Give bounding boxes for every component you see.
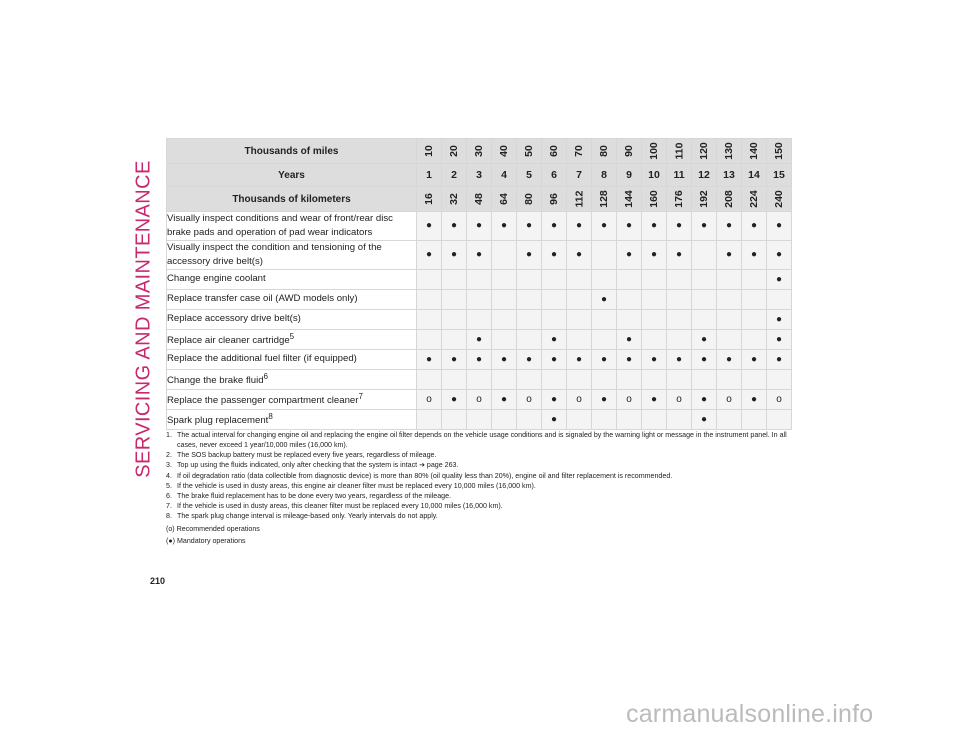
schedule-mark: ● (592, 212, 617, 241)
schedule-mark: o (517, 389, 542, 409)
schedule-mark: ● (642, 389, 667, 409)
schedule-mark: ● (592, 389, 617, 409)
footnote: 4. If oil degradation ratio (data collectible from diagnostic device) is more than 80% (oil quality less than 20%), engine oil and filter replacement is recommended. (166, 472, 673, 480)
schedule-mark (492, 309, 517, 329)
schedule-mark: ● (542, 240, 567, 269)
header-value: 4 (492, 164, 517, 187)
schedule-mark: ● (742, 240, 767, 269)
schedule-mark: ● (617, 349, 642, 369)
schedule-mark (517, 269, 542, 289)
header-value: 7 (567, 164, 592, 187)
header-value: 13 (717, 164, 742, 187)
schedule-mark: ● (767, 212, 792, 241)
header-value: 3 (467, 164, 492, 187)
table-row (167, 329, 792, 349)
schedule-mark: ● (692, 349, 717, 369)
schedule-mark (467, 369, 492, 389)
schedule-mark (717, 269, 742, 289)
schedule-mark: ● (492, 349, 517, 369)
schedule-mark: ● (467, 349, 492, 369)
schedule-mark (417, 309, 442, 329)
schedule-mark: ● (717, 240, 742, 269)
table-row (167, 369, 792, 389)
schedule-mark (742, 269, 767, 289)
operation-cell: Replace the passenger compartment cleaner$^7$ (167, 389, 417, 409)
schedule-mark (417, 269, 442, 289)
operation-cell: Replace transfer case oil (AWD models only) (167, 289, 417, 309)
operation-cell: Replace the additional fuel filter (if equipped) (167, 349, 417, 369)
schedule-mark (442, 369, 467, 389)
header-value: 40 (492, 139, 517, 164)
header-value: 20 (442, 139, 467, 164)
schedule-mark (592, 409, 617, 429)
schedule-mark: ● (417, 240, 442, 269)
schedule-mark (642, 409, 667, 429)
schedule-mark (692, 269, 717, 289)
page-ref-arrow-icon: ➔ (417, 462, 427, 469)
table-row (167, 212, 792, 241)
table-row (167, 269, 792, 289)
schedule-mark: ● (567, 349, 592, 369)
schedule-mark: ● (742, 349, 767, 369)
section-title: SERVICING AND MAINTENANCE (132, 159, 155, 478)
schedule-mark (492, 329, 517, 349)
schedule-mark: ● (467, 212, 492, 241)
header-value: 110 (667, 139, 692, 164)
header-value: 70 (567, 139, 592, 164)
header-value: 8 (592, 164, 617, 187)
schedule-mark (592, 309, 617, 329)
schedule-mark (692, 289, 717, 309)
schedule-mark: ● (617, 240, 642, 269)
schedule-mark (567, 329, 592, 349)
schedule-mark (667, 269, 692, 289)
schedule-mark: ● (767, 309, 792, 329)
header-value: 48 (467, 187, 492, 212)
schedule-mark (717, 309, 742, 329)
header-value: 80 (592, 139, 617, 164)
header-value: 2 (442, 164, 467, 187)
schedule-mark: ● (742, 212, 767, 241)
legend-mandatory: (●) Mandatory operations (166, 537, 246, 545)
schedule-mark: ● (767, 269, 792, 289)
schedule-mark: ● (767, 240, 792, 269)
schedule-mark: ● (542, 329, 567, 349)
schedule-mark: ● (542, 409, 567, 429)
schedule-mark: ● (742, 389, 767, 409)
header-value: 100 (642, 139, 667, 164)
schedule-mark (517, 309, 542, 329)
schedule-mark (717, 409, 742, 429)
schedule-mark (592, 369, 617, 389)
schedule-mark (492, 369, 517, 389)
schedule-mark: o (417, 389, 442, 409)
schedule-mark: ● (617, 212, 642, 241)
header-value: 150 (767, 139, 792, 164)
schedule-mark (492, 269, 517, 289)
header-value: 5 (517, 164, 542, 187)
schedule-mark (492, 240, 517, 269)
header-value: 144 (617, 187, 642, 212)
schedule-mark: ● (767, 349, 792, 369)
schedule-mark: ● (542, 212, 567, 241)
schedule-mark (592, 240, 617, 269)
header-value: 208 (717, 187, 742, 212)
header-value: 60 (542, 139, 567, 164)
header-value: 176 (667, 187, 692, 212)
schedule-mark (442, 289, 467, 309)
schedule-mark: ● (667, 240, 692, 269)
schedule-mark: ● (442, 349, 467, 369)
schedule-mark (467, 269, 492, 289)
footnote-ref: 7 (358, 391, 363, 401)
schedule-mark (442, 309, 467, 329)
schedule-mark: o (567, 389, 592, 409)
schedule-mark (592, 329, 617, 349)
header-value: 6 (542, 164, 567, 187)
schedule-mark (417, 409, 442, 429)
schedule-mark (742, 309, 767, 329)
header-value: 96 (542, 187, 567, 212)
schedule-mark (542, 369, 567, 389)
schedule-mark: ● (642, 212, 667, 241)
operation-cell: Visually inspect conditions and wear of front/rear disc brake pads and operation of pad wear indicators (167, 212, 417, 241)
schedule-mark (717, 369, 742, 389)
operation-cell: Visually inspect the condition and tensioning of the accessory drive belt(s) (167, 240, 417, 269)
table-row (167, 289, 792, 309)
schedule-mark (742, 329, 767, 349)
header-label: Years (167, 164, 417, 187)
header-value: 1 (417, 164, 442, 187)
header-value: 160 (642, 187, 667, 212)
header-label: Thousands of kilometers (167, 187, 417, 212)
schedule-mark: o (717, 389, 742, 409)
header-value: 112 (567, 187, 592, 212)
table-row (167, 389, 792, 409)
table-row (167, 349, 792, 369)
header-value: 10 (642, 164, 667, 187)
schedule-mark: ● (442, 240, 467, 269)
operation-cell: Change the brake fluid$^6$ (167, 369, 417, 389)
schedule-mark (767, 289, 792, 309)
schedule-mark (617, 369, 642, 389)
schedule-mark (667, 369, 692, 389)
schedule-mark: ● (517, 240, 542, 269)
schedule-mark: ● (492, 389, 517, 409)
schedule-mark (667, 329, 692, 349)
schedule-mark: o (667, 389, 692, 409)
schedule-mark (442, 329, 467, 349)
schedule-mark: ● (517, 212, 542, 241)
schedule-mark (542, 309, 567, 329)
schedule-mark (717, 329, 742, 349)
header-value: 120 (692, 139, 717, 164)
schedule-mark: o (767, 389, 792, 409)
schedule-mark (517, 369, 542, 389)
schedule-mark: ● (642, 349, 667, 369)
schedule-mark (667, 289, 692, 309)
schedule-mark (617, 409, 642, 429)
table-row (167, 240, 792, 269)
header-value: 64 (492, 187, 517, 212)
table-row (167, 409, 792, 429)
schedule-mark: ● (667, 349, 692, 369)
legend-recommended: (o) Recommended operations (166, 525, 260, 533)
schedule-mark (642, 289, 667, 309)
schedule-mark: ● (567, 240, 592, 269)
schedule-mark: o (617, 389, 642, 409)
schedule-mark: ● (692, 329, 717, 349)
schedule-mark (642, 369, 667, 389)
schedule-mark (667, 409, 692, 429)
schedule-mark: ● (617, 329, 642, 349)
schedule-mark: ● (692, 212, 717, 241)
schedule-mark (692, 309, 717, 329)
schedule-mark (567, 289, 592, 309)
schedule-mark (492, 409, 517, 429)
schedule-mark (592, 269, 617, 289)
schedule-mark (492, 289, 517, 309)
schedule-mark (567, 269, 592, 289)
schedule-mark: ● (692, 389, 717, 409)
watermark: carmanualsonline.info (626, 700, 874, 728)
operation-cell: Replace air cleaner cartridge$^5$ (167, 329, 417, 349)
header-value: 240 (767, 187, 792, 212)
schedule-mark (692, 240, 717, 269)
header-label: Thousands of miles (167, 139, 417, 164)
schedule-mark: ● (417, 349, 442, 369)
schedule-mark: ● (442, 212, 467, 241)
schedule-mark (692, 369, 717, 389)
footnotes (166, 430, 796, 547)
schedule-mark: ● (642, 240, 667, 269)
schedule-mark (542, 269, 567, 289)
schedule-mark (467, 289, 492, 309)
footnote: 8. The spark plug change interval is mileage-based only. Yearly intervals do not apply. (166, 512, 438, 520)
header-value: 15 (767, 164, 792, 187)
header-value: 16 (417, 187, 442, 212)
schedule-mark (642, 329, 667, 349)
header-row (167, 139, 792, 164)
header-value: 50 (517, 139, 542, 164)
footnote-ref: 8 (268, 411, 273, 421)
schedule-mark: ● (442, 389, 467, 409)
schedule-mark (417, 289, 442, 309)
schedule-mark (442, 409, 467, 429)
schedule-mark (517, 289, 542, 309)
header-value: 80 (517, 187, 542, 212)
schedule-mark: ● (667, 212, 692, 241)
maintenance-schedule-table (166, 138, 792, 430)
footnote: 6. The brake fluid replacement has to be done every two years, regardless of the mileage. (166, 492, 452, 500)
header-value: 30 (467, 139, 492, 164)
schedule-mark (642, 269, 667, 289)
header-value: 128 (592, 187, 617, 212)
schedule-mark: ● (717, 349, 742, 369)
schedule-mark (642, 309, 667, 329)
footnote: 1. The actual interval for changing engine oil and replacing the engine oil filter depends on the vehicle usage conditions and is signaled by the warning light or message in the instrument panel. In all cases, never exceed 1 year/10,000 miles (16,000 km). (166, 431, 787, 449)
header-value: 10 (417, 139, 442, 164)
header-row (167, 164, 792, 187)
header-value: 32 (442, 187, 467, 212)
header-value: 130 (717, 139, 742, 164)
header-value: 9 (617, 164, 642, 187)
schedule-mark: ● (592, 349, 617, 369)
schedule-mark: ● (592, 289, 617, 309)
operation-cell: Spark plug replacement$^8$ (167, 409, 417, 429)
schedule-mark: ● (492, 212, 517, 241)
footnote: 2. The SOS backup battery must be replaced every five years, regardless of mileage. (166, 451, 437, 459)
schedule-mark (517, 409, 542, 429)
footnote-ref: 5 (289, 331, 295, 341)
schedule-mark (667, 309, 692, 329)
schedule-mark (742, 409, 767, 429)
schedule-mark (567, 409, 592, 429)
schedule-mark: ● (517, 349, 542, 369)
schedule-mark: ● (692, 409, 717, 429)
header-value: 90 (617, 139, 642, 164)
header-value: 12 (692, 164, 717, 187)
table-row (167, 309, 792, 329)
schedule-mark: ● (467, 329, 492, 349)
schedule-mark: ● (542, 389, 567, 409)
footnote: 7. If the vehicle is used in dusty areas, this cleaner filter must be replaced every 10,000 miles (16,000 km). (166, 502, 503, 510)
schedule-mark (467, 309, 492, 329)
header-value: 224 (742, 187, 767, 212)
page-number: 210 (150, 576, 166, 586)
footnote: 5. If the vehicle is used in dusty areas, this engine air cleaner filter must be replaced every 10,000 miles (16,000 km). (166, 482, 536, 490)
schedule-mark (767, 369, 792, 389)
operation-cell: Replace accessory drive belt(s) (167, 309, 417, 329)
schedule-mark (417, 369, 442, 389)
schedule-mark (742, 369, 767, 389)
page-ref-link[interactable]: page 263. (426, 461, 459, 469)
legend (166, 523, 796, 547)
schedule-mark: ● (717, 212, 742, 241)
operation-cell: Change engine coolant (167, 269, 417, 289)
header-value: 140 (742, 139, 767, 164)
schedule-mark (617, 269, 642, 289)
schedule-mark (742, 289, 767, 309)
header-value: 192 (692, 187, 717, 212)
schedule-mark (567, 369, 592, 389)
schedule-mark (617, 309, 642, 329)
schedule-mark: ● (567, 212, 592, 241)
schedule-mark: o (467, 389, 492, 409)
schedule-mark (767, 409, 792, 429)
footnote: 3. Top up using the fluids indicated, only after checking that the system is intact ➔ page 263. (166, 461, 459, 469)
schedule-mark (417, 329, 442, 349)
schedule-mark (567, 309, 592, 329)
schedule-mark (617, 289, 642, 309)
header-row (167, 187, 792, 212)
schedule-mark: ● (417, 212, 442, 241)
schedule-mark (542, 289, 567, 309)
schedule-mark: ● (467, 240, 492, 269)
header-value: 14 (742, 164, 767, 187)
schedule-mark (717, 289, 742, 309)
schedule-mark (517, 329, 542, 349)
schedule-mark: ● (542, 349, 567, 369)
header-value: 11 (667, 164, 692, 187)
schedule-mark: ● (767, 329, 792, 349)
footnote-ref: 6 (263, 371, 268, 381)
schedule-mark (467, 409, 492, 429)
schedule-mark (442, 269, 467, 289)
